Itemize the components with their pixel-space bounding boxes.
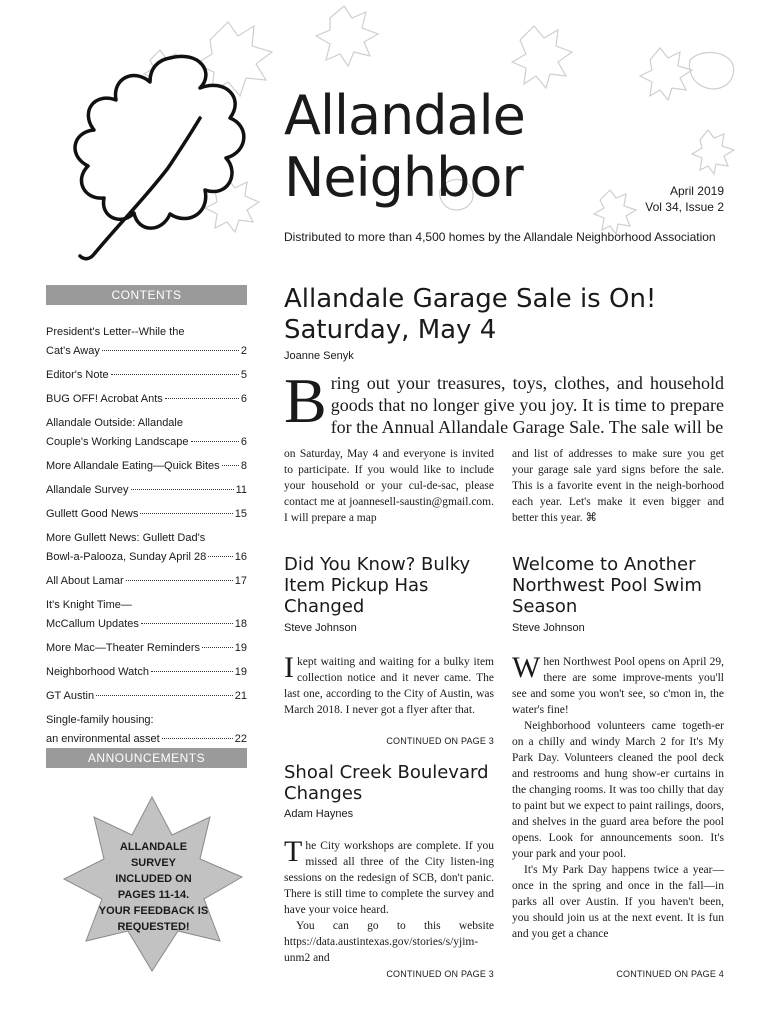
bulky-article-byline: Steve Johnson: [284, 622, 357, 634]
main-article-title-line2: Saturday, May 4: [284, 315, 497, 345]
toc-entry-title-prefix: More Gullett News: Gullett Dad's: [46, 532, 206, 544]
toc-entry[interactable]: [46, 457, 247, 476]
toc-page-number: 19: [234, 642, 247, 654]
toc-entry[interactable]: [46, 323, 247, 361]
toc-entry-title: Couple's Working Landscape: [46, 436, 189, 448]
shoal-article-title: Shoal Creek Boulevard Changes: [284, 762, 489, 804]
table-of-contents: [46, 323, 247, 754]
toc-leader-dots: [96, 695, 233, 696]
toc-entry-title-prefix: President's Letter--While the: [46, 326, 185, 338]
toc-entry[interactable]: [46, 711, 247, 749]
masthead-title-line1: Allandale: [284, 84, 525, 147]
toc-entry[interactable]: [46, 639, 247, 658]
oak-leaf-logo: [50, 48, 255, 263]
toc-entry-title: Cat's Away: [46, 345, 100, 357]
shoal-p1: he City workshops are complete. If you missed all three of the City listen-ing sessions on the redesign of SCB, don't panic. There is still time to complete the survey and have your voice heard.: [284, 840, 494, 916]
pool-p1: hen Northwest Pool opens on April 29, there are some improve-ments you'll see and some you won't see, so c'mon in, the water's fine!: [512, 656, 724, 716]
toc-entry-title: All About Lamar: [46, 575, 124, 587]
toc-entry-title-prefix: Allandale Outside: Allandale: [46, 417, 183, 429]
main-article-title-line1: Allandale Garage Sale is On!: [284, 284, 657, 314]
pool-article-byline: Steve Johnson: [512, 622, 585, 634]
toc-entry[interactable]: [46, 687, 247, 706]
toc-entry-title: an environmental asset: [46, 733, 160, 745]
toc-entry[interactable]: [46, 572, 247, 591]
pool-continued-link[interactable]: CONTINUED ON PAGE 4: [616, 969, 724, 979]
toc-entry-title: More Mac—Theater Reminders: [46, 642, 201, 654]
shoal-continued-link[interactable]: CONTINUED ON PAGE 3: [386, 969, 494, 979]
toc-entry-title: Gullett Good News: [46, 508, 139, 520]
toc-leader-dots: [208, 556, 233, 557]
star-line: SURVEY: [130, 857, 177, 869]
toc-leader-dots: [141, 623, 233, 624]
issue-info: [600, 183, 724, 215]
main-article-byline: Joanne Senyk: [284, 350, 354, 362]
toc-leader-dots: [162, 738, 233, 739]
toc-page-number: 8: [240, 460, 247, 472]
pool-p2: Neighborhood volunteers came togeth-er on a chilly and windy March 2 for It's My Park Day. Volunteers cleaned the pool deck and restrooms and hung show-er curtains in the changing rooms. It was too chilly that day to paint but we expect to paint railings, doors, and shelves in the guard area before the pool opens. Look for announcements soon. It's your park and your pool.: [512, 720, 724, 860]
toc-entry-title: More Allandale Eating—Quick Bites: [46, 460, 220, 472]
main-article-col1: on Saturday, May 4 and everyone is invited to participate. If you would like to include your household or your cul-de-sac, please contact me at joannesell-saustin@gmail.com. I will prepare a map: [284, 448, 494, 524]
toc-page-number: 21: [234, 690, 247, 702]
masthead-title-line2: Neighbor: [284, 146, 523, 209]
toc-page-number: 2: [240, 345, 247, 357]
masthead-tagline: Distributed to more than 4,500 homes by the Allandale Neighborhood Association: [284, 230, 716, 244]
toc-entry[interactable]: [46, 390, 247, 409]
toc-page-number: 19: [234, 666, 247, 678]
toc-page-number: 6: [240, 393, 247, 405]
bulky-article-body: [284, 651, 494, 718]
main-article-lead: [284, 365, 724, 438]
toc-leader-dots: [151, 671, 233, 672]
toc-entry[interactable]: [46, 596, 247, 634]
toc-page-number: 22: [234, 733, 247, 745]
drop-cap: B: [284, 365, 327, 436]
toc-page-number: 5: [240, 369, 247, 381]
toc-leader-dots: [126, 580, 233, 581]
toc-entry-title-prefix: It's Knight Time—: [46, 599, 132, 611]
star-line: PAGES 11-14.: [117, 889, 190, 901]
toc-page-number: 15: [234, 508, 247, 520]
issue-volume: Vol 34, Issue 2: [645, 200, 724, 214]
toc-entry-title: BUG OFF! Acrobat Ants: [46, 393, 163, 405]
main-article-col2: and list of addresses to make sure you get your garage sale yard signs before the sale. This is a favorite event in the neigh-borhood each year. Let's make it even bigger and better this year. ⌘: [512, 448, 724, 524]
toc-entry-title: Allandale Survey: [46, 484, 129, 496]
toc-leader-dots: [111, 374, 239, 375]
pool-p3: It's My Park Day happens twice a year—once in the spring and once in the fall—in parks all over Austin. If you haven't been, you should join us at the next event. It is fun and you get a chance: [512, 864, 724, 940]
toc-leader-dots: [202, 647, 233, 648]
toc-entry-title: Editor's Note: [46, 369, 109, 381]
toc-entry-title: Neighborhood Watch: [46, 666, 149, 678]
contents-heading: CONTENTS: [46, 285, 247, 305]
bulky-article-text: kept waiting and waiting for a bulky item collection notice and it never came. The last one, according to the City of Austin, was March 2018. I never got a flyer after that.: [284, 656, 494, 716]
toc-entry-title: Bowl-a-Palooza, Sunday April 28: [46, 551, 207, 563]
toc-page-number: 11: [235, 484, 247, 496]
toc-leader-dots: [102, 350, 239, 351]
toc-entry[interactable]: [46, 505, 247, 524]
issue-date: April 2019: [669, 184, 724, 198]
toc-entry-title: GT Austin: [46, 690, 95, 702]
shoal-p2: You can go to this website https://data.austintexas.gov/stories/s/yjim-unm2 and: [284, 920, 494, 964]
toc-entry[interactable]: [46, 481, 247, 500]
toc-entry-title-prefix: Single-family housing:: [46, 714, 154, 726]
pool-article-title: Welcome to Another Northwest Pool Swim Season: [512, 554, 702, 617]
toc-leader-dots: [165, 398, 239, 399]
star-line: ALLANDALE: [119, 841, 188, 853]
toc-leader-dots: [222, 465, 239, 466]
toc-page-number: 17: [234, 575, 247, 587]
toc-leader-dots: [140, 513, 232, 514]
toc-leader-dots: [191, 441, 239, 442]
drop-cap: W: [512, 651, 541, 684]
drop-cap: I: [284, 651, 294, 684]
drop-cap: T: [284, 835, 303, 868]
toc-page-number: 18: [234, 618, 247, 630]
star-line: YOUR FEEDBACK IS: [98, 905, 209, 917]
main-article-header: [284, 284, 729, 346]
toc-entry[interactable]: [46, 414, 247, 452]
announcement-text: [86, 839, 221, 935]
pool-article-body: [512, 651, 724, 942]
toc-page-number: 6: [240, 436, 247, 448]
lead-text: ring out your treasures, toys, clothes, and household goods that no longer give you joy. It is time to prepare for the Annual Allandale Garage Sale. The sale will be: [330, 373, 724, 437]
star-line: INCLUDED ON: [115, 873, 192, 885]
announcements-heading: ANNOUNCEMENTS: [46, 748, 247, 768]
toc-entry[interactable]: [46, 663, 247, 682]
toc-page-number: 16: [234, 551, 247, 563]
toc-entry-title: McCallum Updates: [46, 618, 139, 630]
toc-entry[interactable]: [46, 529, 247, 567]
star-line: REQUESTED!: [117, 921, 190, 933]
shoal-article-byline: Adam Haynes: [284, 808, 354, 820]
bulky-article-title: Did You Know? Bulky Item Pickup Has Changed: [284, 554, 471, 617]
toc-entry[interactable]: [46, 366, 247, 385]
shoal-article-body: [284, 835, 494, 966]
toc-leader-dots: [131, 489, 234, 490]
bulky-continued-link[interactable]: CONTINUED ON PAGE 3: [386, 736, 494, 746]
